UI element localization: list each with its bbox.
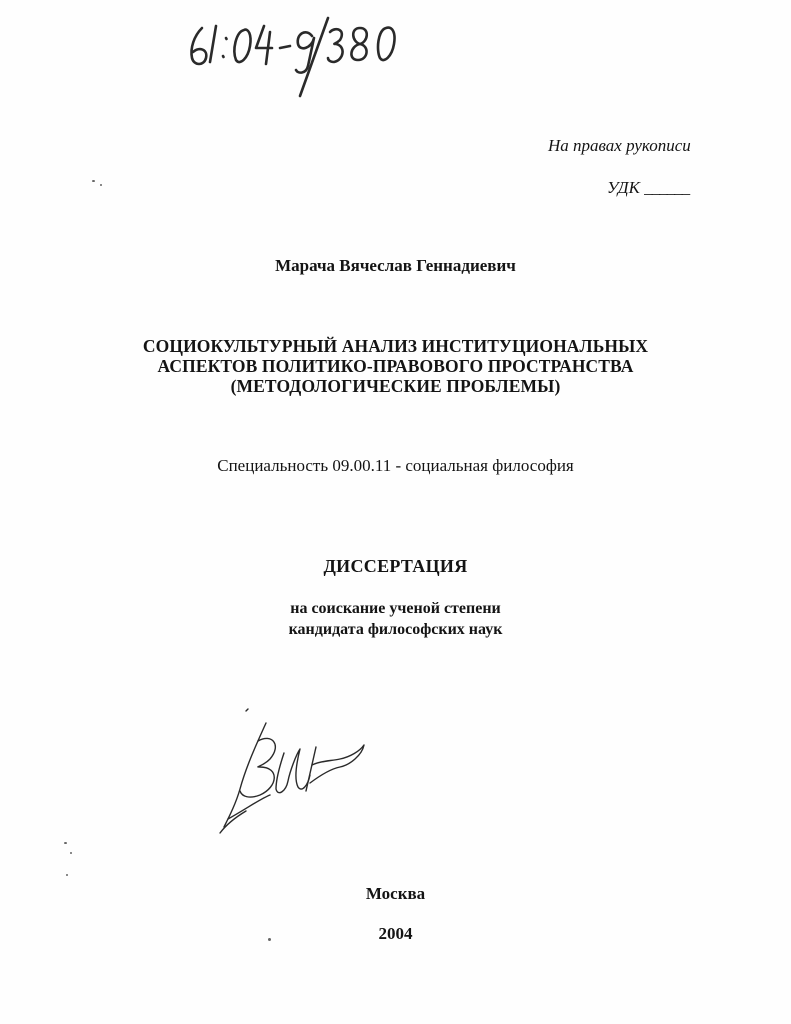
title-line: АСПЕКТОВ ПОЛИТИКО-ПРАВОВОГО ПРОСТРАНСТВА (157, 356, 634, 376)
degree-info (0, 598, 791, 640)
udk-line (607, 178, 689, 198)
handwritten-signature (200, 705, 380, 845)
udk-label: УДК (607, 178, 640, 197)
degree-line-2: кандидата философских наук (288, 621, 503, 638)
scan-speck (100, 184, 102, 186)
year: 2004 (378, 924, 413, 943)
udk-blank: ______ (644, 178, 690, 197)
scan-speck (92, 180, 95, 182)
archive-code-handwriting (180, 14, 420, 104)
document-type: ДИССЕРТАЦИЯ (323, 556, 468, 576)
author-name: Марача Вячеслав Геннадиевич (275, 256, 516, 275)
scan-speck (70, 852, 72, 854)
specialty-line: Специальность 09.00.11 - социальная философия (217, 456, 574, 475)
degree-line-1: на соискание ученой степени (290, 600, 501, 617)
title-line: (МЕТОДОЛОГИЧЕСКИЕ ПРОБЛЕМЫ) (230, 376, 561, 396)
manuscript-rights-label: На правах рукописи (548, 136, 691, 155)
dissertation-title (0, 336, 791, 396)
scan-speck (64, 842, 67, 844)
scan-speck (268, 938, 271, 941)
city: Москва (365, 884, 426, 903)
title-line: СОЦИОКУЛЬТУРНЫЙ АНАЛИЗ ИНСТИТУЦИОНАЛЬНЫХ (142, 336, 649, 356)
scan-speck (66, 874, 68, 876)
